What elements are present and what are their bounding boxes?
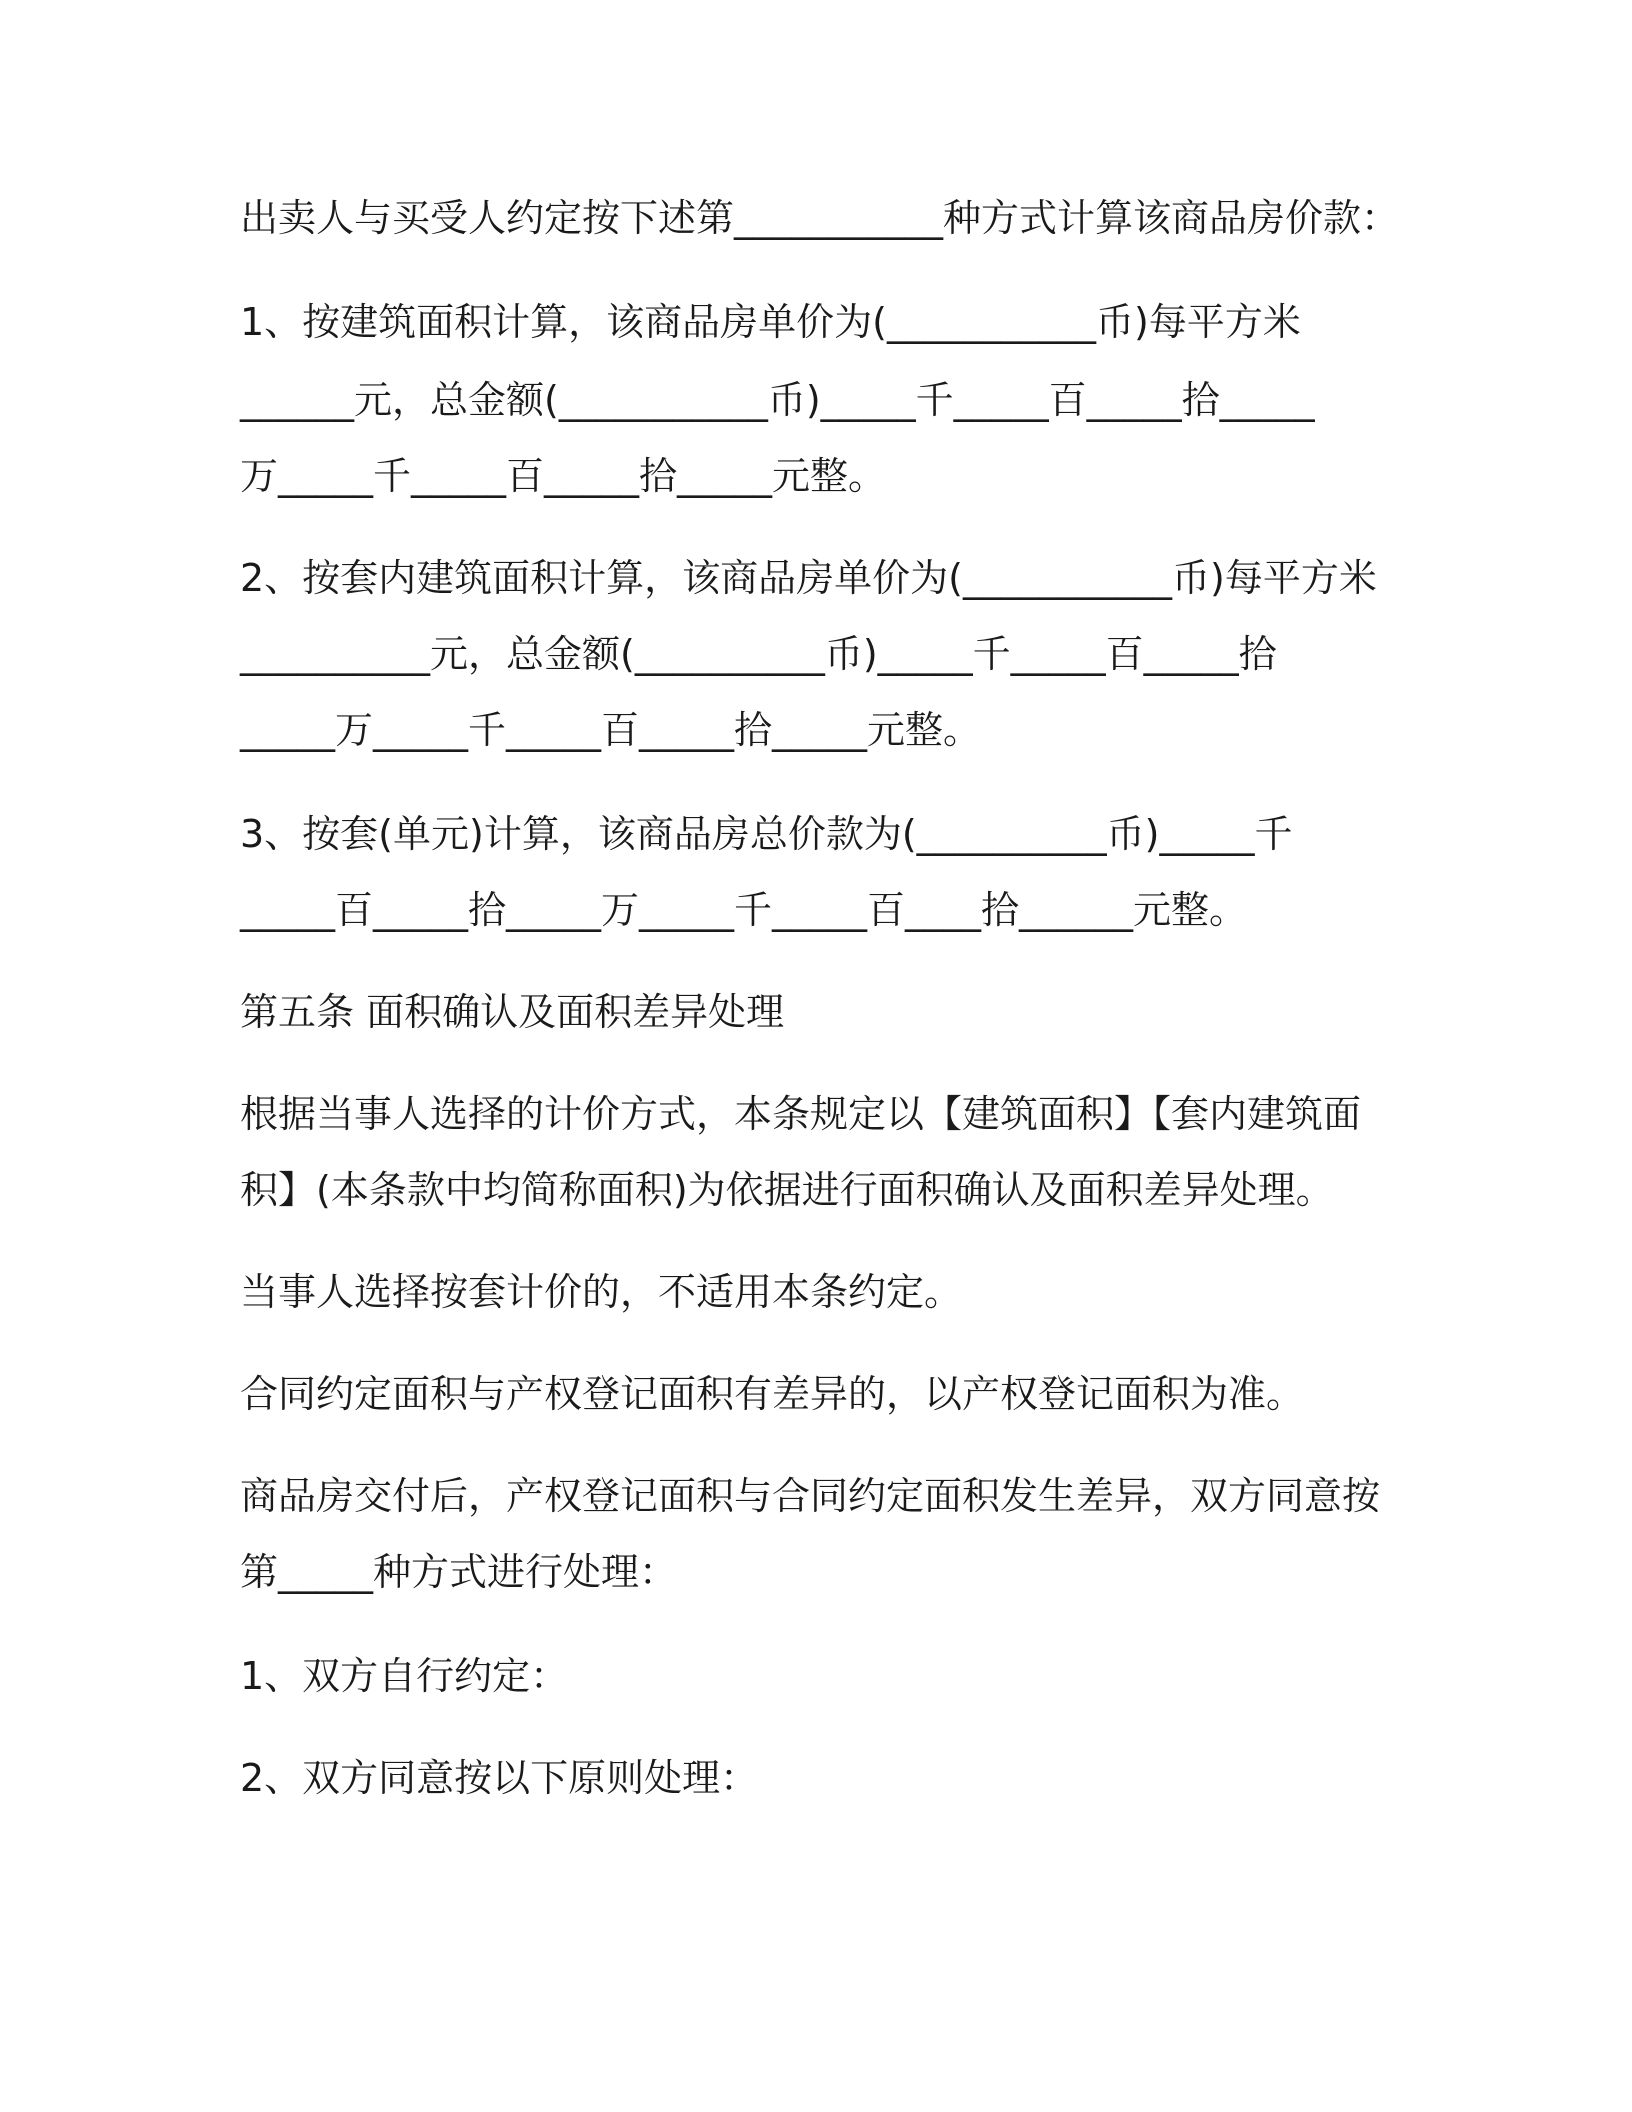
pricing-method-intro: 出卖人与买受人约定按下述第___________种方式计算该商品房价款：: [240, 196, 1400, 240]
article-5-heading: 第五条 面积确认及面积差异处理: [240, 990, 785, 1034]
registered-area-rule: 合同约定面积与产权登记面积有差异的，以产权登记面积为准。: [240, 1372, 1305, 1416]
option-2-line-2: __________元，总金额(__________币)_____千_____百_____拾: [240, 632, 1277, 676]
handling-option-2: 2、双方同意按以下原则处理：: [240, 1756, 759, 1800]
option-1-line-3: 万_____千_____百_____拾_____元整。: [240, 454, 887, 498]
option-2-line-1: 2、按套内建筑面积计算，该商品房单价为(___________币)每平方米: [240, 556, 1377, 600]
area-basis-line-1: 根据当事人选择的计价方式，本条规定以【建筑面积】【套内建筑面: [240, 1092, 1362, 1136]
difference-handling-2: 第_____种方式进行处理：: [240, 1550, 678, 1594]
handling-option-1: 1、双方自行约定：: [240, 1654, 569, 1698]
option-1-line-2: ______元，总金额(___________币)_____千_____百_____拾_____: [240, 378, 1315, 422]
area-basis-line-2: 积】(本条款中均简称面积)为依据进行面积确认及面积差异处理。: [240, 1168, 1334, 1212]
option-1-line-1: 1、按建筑面积计算，该商品房单价为(___________币)每平方米: [240, 300, 1301, 344]
option-3-line-2: _____百_____拾_____万_____千_____百____拾______元整。: [240, 888, 1248, 932]
difference-handling-1: 商品房交付后，产权登记面积与合同约定面积发生差异，双方同意按: [240, 1474, 1381, 1518]
option-2-line-3: _____万_____千_____百_____拾_____元整。: [240, 708, 982, 752]
option-3-line-1: 3、按套(单元)计算，该商品房总价款为(__________币)_____千: [240, 812, 1293, 856]
per-unit-exclusion: 当事人选择按套计价的，不适用本条约定。: [240, 1270, 963, 1314]
